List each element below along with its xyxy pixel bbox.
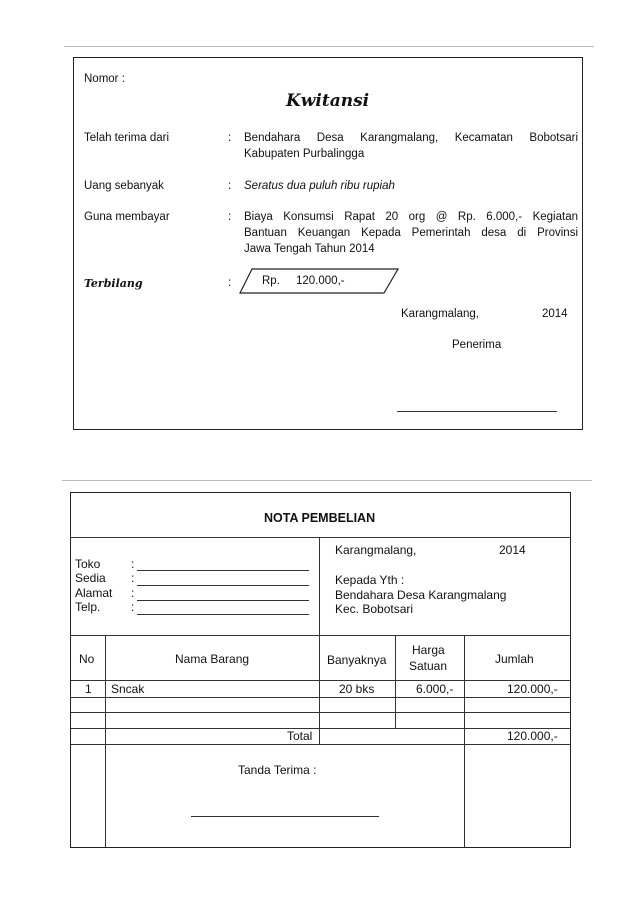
toko-colon: : (131, 557, 135, 571)
tanda-terima-line (191, 816, 379, 817)
sedia-label: Sedia (75, 571, 106, 585)
telp-colon: : (131, 600, 135, 614)
item-banyak: 20 bks (339, 682, 375, 696)
telah-terima-colon: : (228, 132, 232, 144)
guna-membayar-value-line3: Jawa Tengah Tahun 2014 (244, 243, 375, 255)
col-nama-divider (319, 635, 320, 744)
guna-membayar-label: Guna membayar (84, 211, 170, 223)
header-banyaknya: Banyaknya (327, 653, 387, 667)
table-header-bottom (71, 680, 570, 681)
terbilang-colon: : (228, 277, 232, 289)
header-no: No (79, 652, 95, 666)
item-jumlah: 120.000,- (507, 682, 558, 696)
item-nama: Sncak (111, 682, 145, 696)
uang-sebanyak-label: Uang sebanyak (84, 180, 164, 192)
nota-title: NOTA PEMBELIAN (264, 511, 376, 525)
sedia-line (137, 585, 309, 586)
header-jumlah: Jumlah (495, 652, 534, 666)
nota-place: Karangmalang, (335, 543, 417, 557)
total-label: Total (287, 729, 313, 743)
col-banyak-divider (395, 635, 396, 728)
total-value: 120.000,- (507, 729, 558, 743)
telp-label: Telp. (75, 600, 101, 614)
top-separator (64, 46, 594, 47)
alamat-line (137, 600, 309, 601)
nota-year: 2014 (499, 543, 526, 557)
kwitansi-place: Karangmalang, (401, 308, 479, 320)
kepada-label: Kepada Yth : (335, 573, 405, 587)
telah-terima-label: Telah terima dari (84, 132, 170, 144)
guna-membayar-colon: : (228, 211, 232, 223)
row2-bottom (71, 712, 570, 713)
row3-bottom (71, 728, 570, 729)
item-no: 1 (85, 682, 92, 696)
header-harga: Harga (412, 643, 445, 657)
middle-separator (62, 480, 592, 481)
recipient-line1: Bendahara Desa Karangmalang (335, 588, 507, 602)
table-top-line (71, 635, 570, 636)
total-row-bottom (71, 744, 570, 745)
telp-line (137, 614, 309, 615)
telah-terima-value-line1: Bendahara Desa Karangmalang, Kecamatan Bobotsari (244, 132, 578, 144)
signature-line (397, 411, 557, 412)
toko-line (137, 570, 309, 571)
nota-title-divider (71, 537, 570, 538)
tanda-terima-label: Tanda Terima : (238, 763, 317, 777)
recipient-line2: Kec. Bobotsari (335, 602, 414, 616)
header-satuan: Satuan (409, 659, 448, 673)
col-no-divider (105, 635, 106, 847)
row1-bottom (71, 697, 570, 698)
terbilang-label: Terbilang (84, 277, 143, 290)
kwitansi-box (73, 57, 583, 430)
uang-sebanyak-colon: : (228, 180, 232, 192)
kwitansi-title: Kwitansi (286, 91, 370, 111)
nota-header-divider (319, 537, 320, 635)
telah-terima-value-line2: Kabupaten Purbalingga (244, 148, 365, 160)
kwitansi-year: 2014 (542, 308, 568, 320)
header-nama-barang: Nama Barang (175, 652, 250, 666)
guna-membayar-value-line1: Biaya Konsumsi Rapat 20 org @ Rp. 6.000,- Kegiatan (244, 211, 578, 223)
alamat-colon: : (131, 586, 135, 600)
col-harga-divider (464, 635, 465, 847)
uang-sebanyak-value: Seratus dua puluh ribu rupiah (244, 180, 395, 192)
alamat-label: Alamat (75, 586, 113, 600)
item-harga: 6.000,- (416, 682, 454, 696)
amount-value: 120.000,- (296, 275, 345, 287)
toko-label: Toko (75, 557, 101, 571)
penerima-label: Penerima (452, 339, 502, 351)
sedia-colon: : (131, 571, 135, 585)
nomor-label: Nomor : (84, 73, 125, 85)
guna-membayar-value-line2: Bantuan Keuangan Kepada Pemerintah desa di Provinsi (244, 227, 578, 239)
amount-prefix: Rp. (262, 275, 280, 287)
nota-box (70, 492, 571, 848)
